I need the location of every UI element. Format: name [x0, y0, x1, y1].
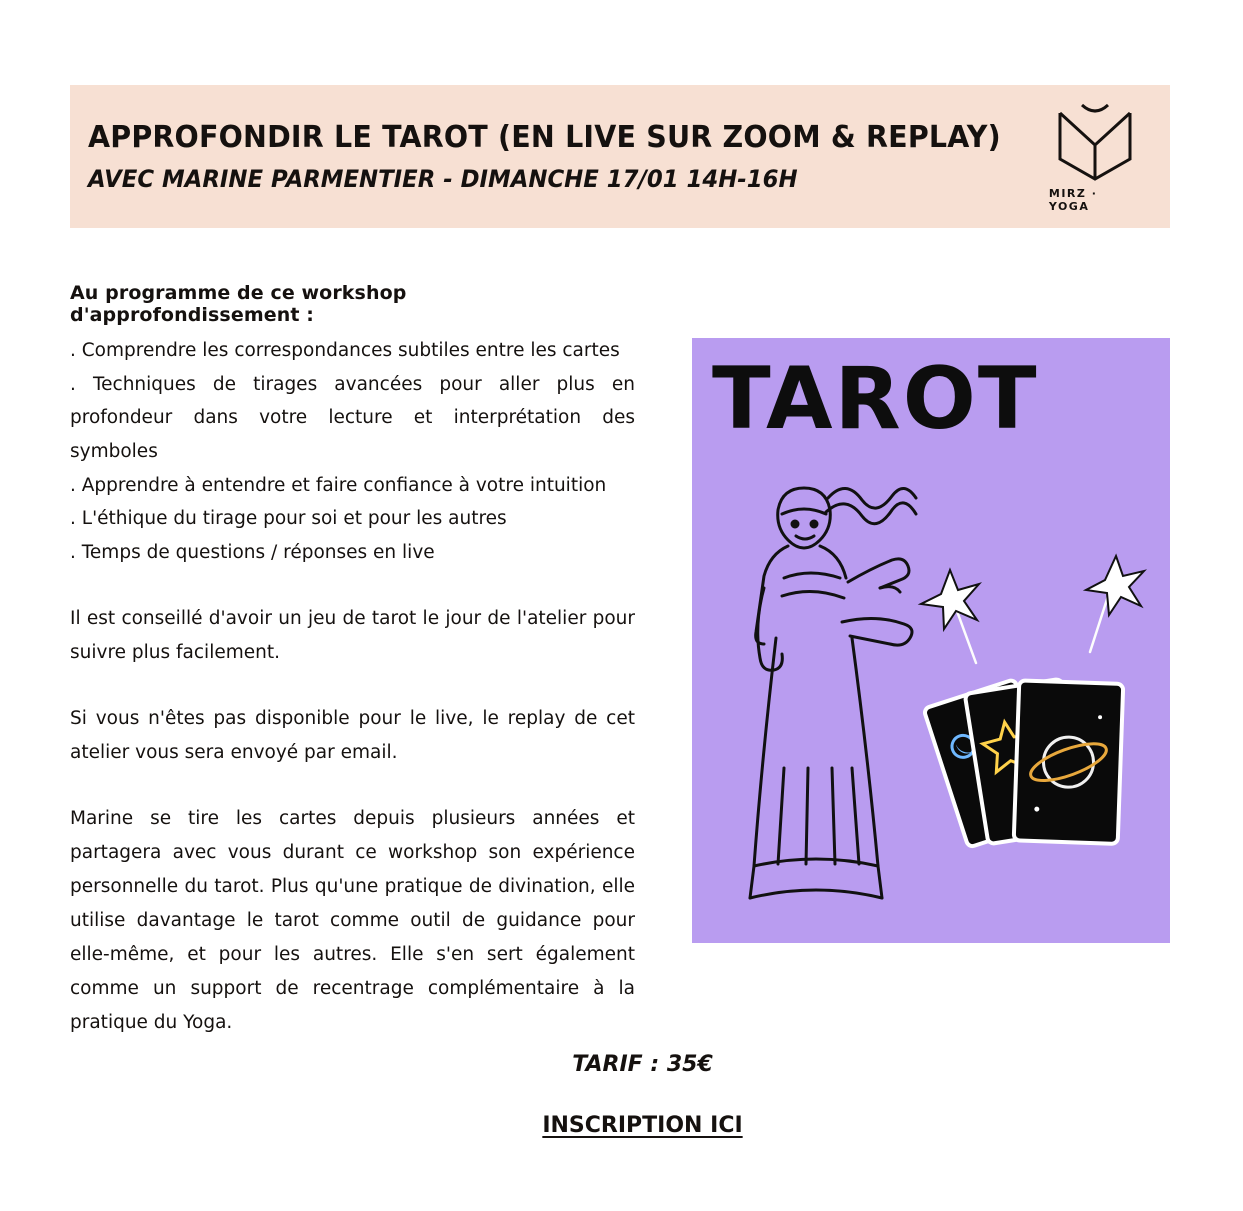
- tarot-illustration: [692, 338, 1170, 943]
- tarot-word: TAROT: [712, 349, 1039, 449]
- brand-logo: [1049, 99, 1142, 214]
- list-item: . Apprendre à entendre et faire confiance à votre intuition: [70, 474, 607, 496]
- page-subtitle: AVEC MARINE PARMENTIER - DIMANCHE 17/01 14H-16H: [88, 165, 798, 193]
- header-text-block: [88, 120, 1049, 193]
- brand-logo-caption: MIRZ · YOGA: [1048, 186, 1098, 213]
- list-item: . Techniques de tirages avancées pour aller plus en profondeur dans votre lecture et interprétation des symboles: [70, 373, 635, 462]
- program-bullet-list: [70, 334, 635, 570]
- program-lead: Au programme de ce workshop d'approfondissement :: [70, 282, 407, 326]
- paragraph-about-marine: Marine se tire les cartes depuis plusieurs années et partagera avec vous durant ce workshop son expérience personnelle du tarot. Plus qu'une pratique de divination, elle utilise davantage le tarot comme outil de guidance pour elle-même, et pour les autres. Elle s'en sert également comme un support de recentrage complémentaire à la pratique du Yoga.: [70, 807, 635, 1033]
- list-item: . L'éthique du tirage pour soi et pour les autres: [70, 508, 507, 530]
- crown-m-icon: [1052, 101, 1138, 181]
- list-item: . Comprendre les correspondances subtiles entre les cartes: [70, 340, 620, 361]
- paragraph-advice: Il est conseillé d'avoir un jeu de tarot le jour de l'atelier pour suivre plus facilement.: [70, 607, 635, 663]
- price-label: TARIF : 35€: [572, 1052, 713, 1077]
- page-title: APPROFONDIR LE TAROT (EN LIVE SUR ZOOM & REPLAY): [88, 120, 1001, 155]
- paragraph-replay: Si vous n'êtes pas disponible pour le live, le replay de cet atelier vous sera envoyé par email.: [70, 707, 635, 763]
- list-item: . Temps de questions / réponses en live: [70, 541, 435, 563]
- footer-area: [70, 1052, 1170, 1138]
- header-banner: [70, 85, 1170, 228]
- text-column: [70, 282, 635, 1040]
- tarot-artwork: [692, 338, 1170, 943]
- registration-link[interactable]: INSCRIPTION ICI: [542, 1113, 743, 1138]
